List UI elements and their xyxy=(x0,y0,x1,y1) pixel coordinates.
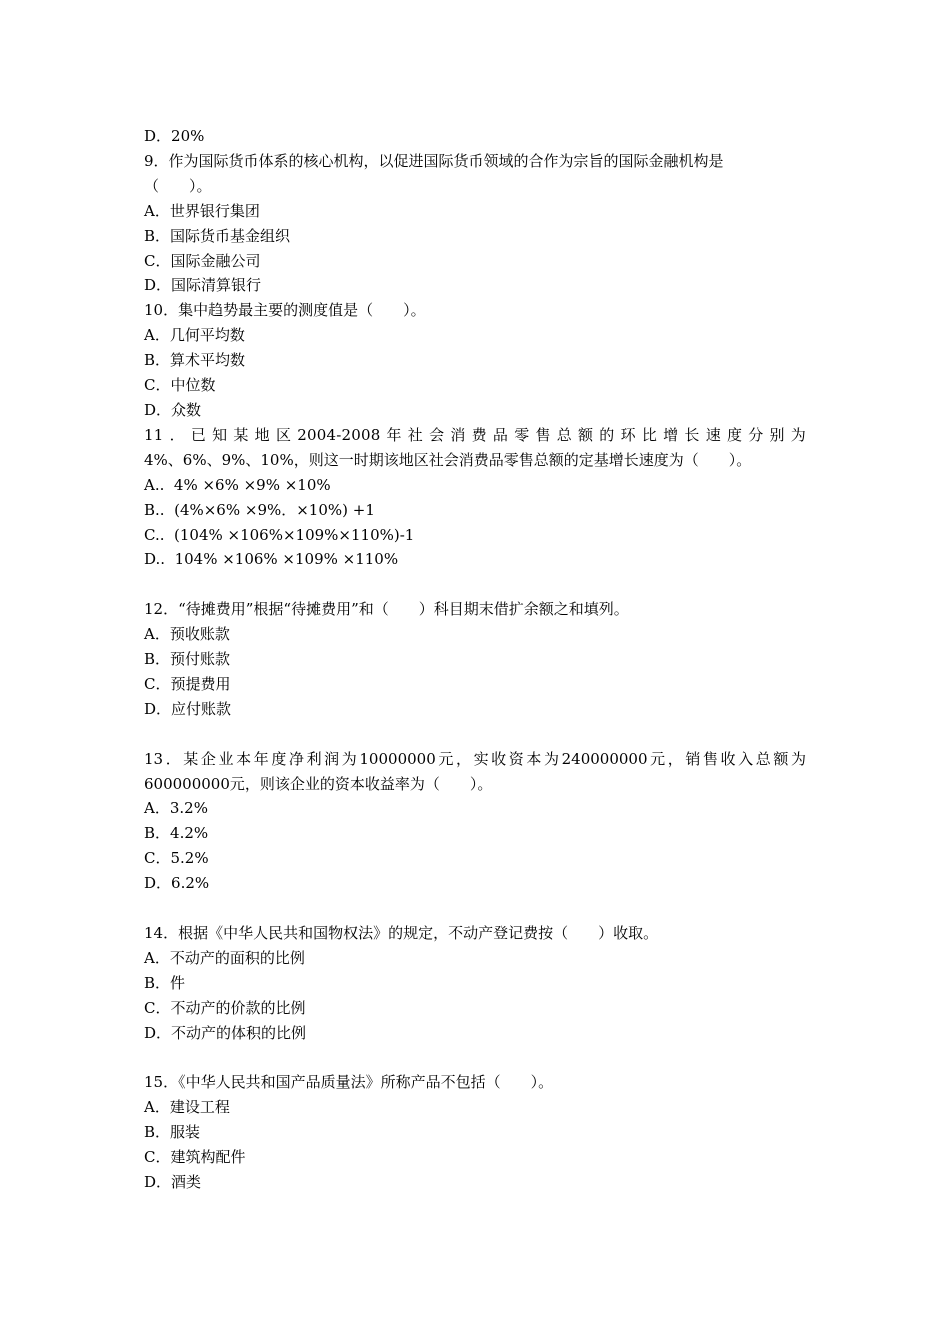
spacer xyxy=(144,1045,806,1070)
q15-option-a: A．建设工程 xyxy=(144,1098,230,1117)
q9-option-c: C．国际金融公司 xyxy=(144,251,261,270)
q12-stem: 12．“待摊费用”根据“待摊费用”和（ ）科目期末借扩余额之和填列。 xyxy=(144,600,629,619)
q13-option-c: C．5.2% xyxy=(144,849,209,868)
q11-option-a: A.. 4% ×6% ×9% ×10% xyxy=(144,475,331,494)
q9-option-d: D．国际清算银行 xyxy=(144,276,262,295)
q15-option-c: C．建筑构配件 xyxy=(144,1148,246,1167)
q14-option-b: B．件 xyxy=(144,973,186,992)
q12-option-a: A．预收账款 xyxy=(144,625,230,644)
q9-stem-line2: （ ）。 xyxy=(144,176,212,195)
q12-option-d: D．应付账款 xyxy=(144,699,232,718)
q15-stem: 15．《中华人民共和国产品质量法》所称产品不包括（ ）。 xyxy=(144,1073,554,1092)
q9-stem-line1: 9．作为国际货币体系的核心机构，以促进国际货币领域的合作为宗旨的国际金融机构是 xyxy=(144,151,724,170)
spacer xyxy=(144,572,806,597)
q13-stem-line2: 600000000元，则该企业的资本收益率为（ ）。 xyxy=(144,774,493,793)
q10-option-d: D．众数 xyxy=(144,400,202,419)
q13-option-b: B．4.2% xyxy=(144,824,209,843)
spacer xyxy=(144,896,806,921)
q14-option-a: A．不动产的面积的比例 xyxy=(144,948,305,967)
q9-option-b: B．国际货币基金组织 xyxy=(144,226,291,245)
document-page xyxy=(144,124,806,1195)
q9-option-a: A．世界银行集团 xyxy=(144,201,260,220)
q15-option-b: B．服装 xyxy=(144,1123,201,1142)
q8-option-d: D．20% xyxy=(144,127,205,145)
q14-stem: 14．根据《中华人民共和国物权法》的规定，不动产登记费按（ ）收取。 xyxy=(144,923,659,942)
q11-option-d: D.. 104% ×106% ×109% ×110% xyxy=(144,550,399,569)
q13-stem-line1: 13．某企业本年度净利润为10000000元，实收资本为240000000元，销售收入总额为 xyxy=(144,749,806,768)
q15-option-d: D．酒类 xyxy=(144,1173,202,1191)
q10-stem: 10．集中趋势最主要的测度值是（ ）。 xyxy=(144,301,426,320)
q11-option-c: C.. (104% ×106%×109%×110%)-1 xyxy=(144,525,415,544)
q10-option-b: B．算术平均数 xyxy=(144,351,246,370)
q11-stem-line2: 4%、6%、9%、10%，则这一时期该地区社会消费品零售总额的定基增长速度为（ ）。 xyxy=(144,450,752,469)
q12-option-c: C．预提费用 xyxy=(144,674,231,693)
spacer xyxy=(144,722,806,747)
q14-option-d: D．不动产的体积的比例 xyxy=(144,1023,307,1042)
q13-option-d: D．6.2% xyxy=(144,874,210,893)
q11-stem-line1: 11．已知某地区2004-2008年社会消费品零售总额的环比增长速度分别为 xyxy=(144,425,806,444)
q14-option-c: C．不动产的价款的比例 xyxy=(144,998,306,1017)
q13-option-a: A．3.2% xyxy=(144,799,208,818)
q12-option-b: B．预付账款 xyxy=(144,650,231,669)
q11-option-b: B.. (4%×6% ×9%．×10%) +1 xyxy=(144,500,375,519)
q10-option-a: A．几何平均数 xyxy=(144,326,245,345)
q10-option-c: C．中位数 xyxy=(144,376,216,395)
